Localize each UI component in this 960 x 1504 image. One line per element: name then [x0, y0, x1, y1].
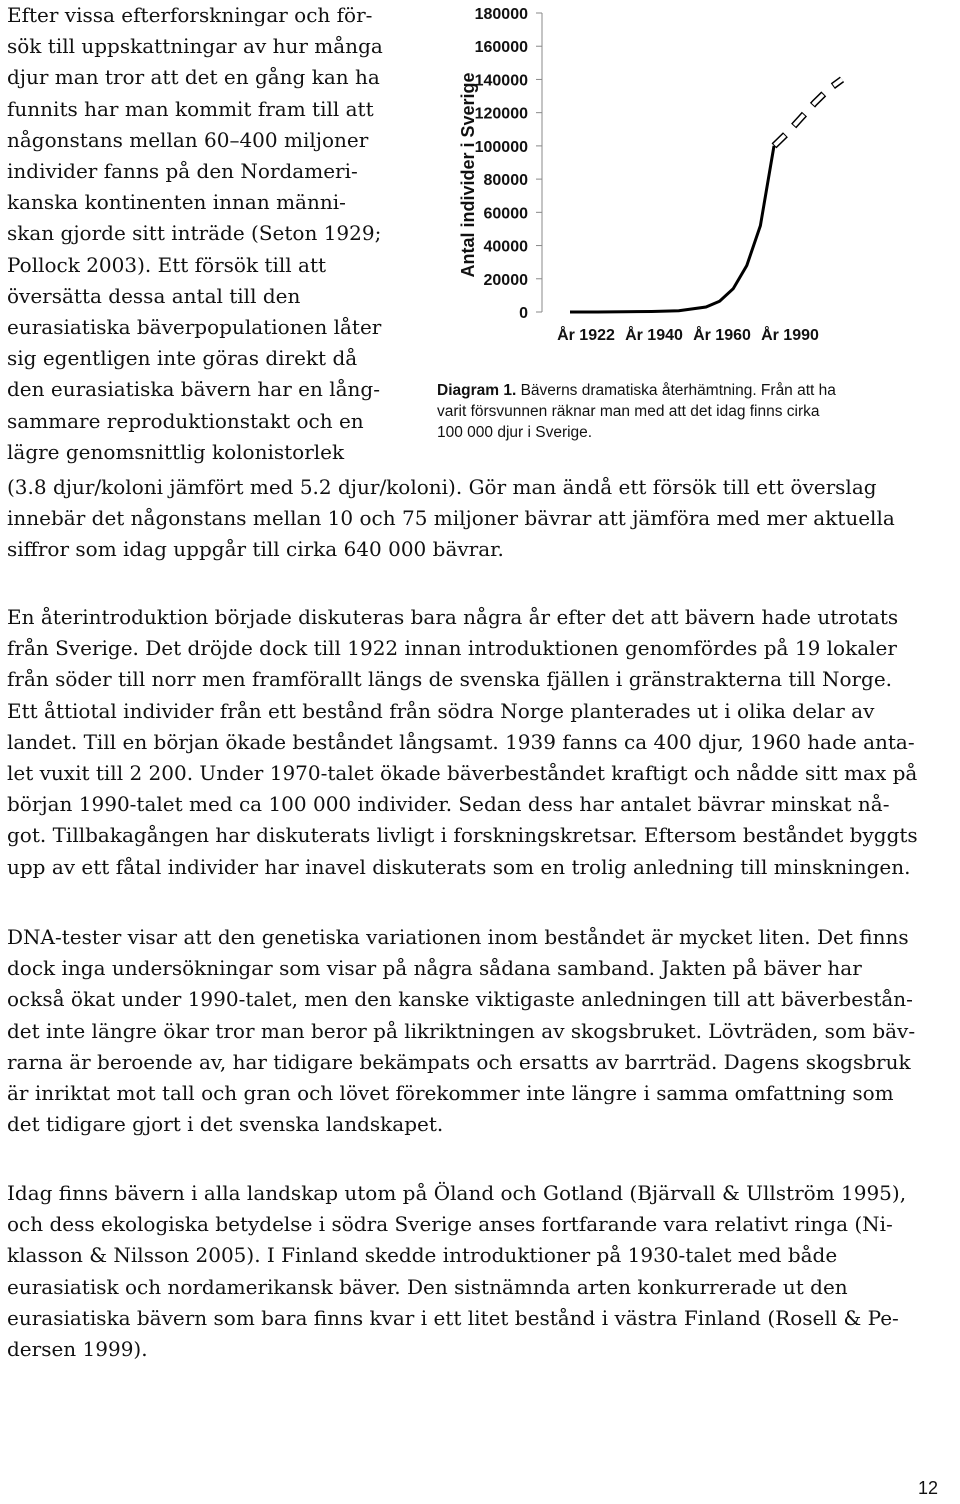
y-tick-label: 140000: [474, 72, 528, 90]
text-line: let vuxit till 2 200. Under 1970-talet ökade bäverbeståndet kraftigt och nådde sitt max på: [7, 761, 918, 786]
y-tick-label: 0: [519, 305, 528, 322]
y-tick-label: 180000: [474, 6, 528, 23]
text-line: sammare reproduktionstakt och en: [7, 408, 364, 433]
text-line: klasson & Nilsson 2005). I Finland skedde introduktioner på 1930-talet med både: [7, 1243, 838, 1268]
text-line: DNA-tester visar att den genetiska variationen inom beståndet är mycket liten. Det finns: [7, 925, 909, 949]
text-line: upp av ett fåtal individer har inavel diskuterats som en trolig anledning till minskningen.: [7, 854, 911, 879]
y-tick-label: 120000: [474, 105, 528, 123]
y-axis-label: Antal individer i Sverige: [458, 72, 478, 278]
text-line: Efter vissa efterforskningar och för-: [7, 3, 373, 27]
text-line: eurasiatisk och nordamerikansk bäver. Den sistnämnda arten konkurrerade ut den: [7, 1274, 848, 1299]
x-tick-label: År 1922: [557, 327, 615, 344]
text-line: djur man tror att det en gång kan ha: [7, 65, 380, 90]
text-line: lägre genomsnittlig kolonistorlek: [7, 439, 345, 464]
paragraph-intro-wrapped: [7, 0, 405, 468]
x-axis: [557, 325, 819, 344]
text-line: (3.8 djur/koloni jämfört med 5.2 djur/koloni). Gör man ändå ett försök till ett överslag: [7, 475, 877, 499]
text-line: det inte längre ökar tror man beror på likriktningen av skogsbruket. Lövträden, som bäv-: [7, 1018, 916, 1043]
text-line: funnits har man kommit fram till att: [7, 96, 374, 121]
y-tick-label: 60000: [483, 205, 528, 223]
text-line: också ökat under 1990-talet, men den kanske viktigaste anledningen till att bäverbestån-: [7, 987, 913, 1012]
x-tick-label: År 1990: [761, 327, 819, 344]
text-line: det tidigare gjort i det svenska landskapet.: [7, 1112, 444, 1137]
figure-caption: [437, 380, 937, 443]
text-line: någonstans mellan 60–400 miljoner: [7, 127, 369, 152]
text-line: dersen 1999).: [7, 1337, 148, 1362]
y-tick-label: 160000: [474, 39, 528, 57]
series-group: [570, 79, 842, 312]
text-line: från Sverige. Det dröjde dock till 1922 innan introduktionen genomfördes på 19 lokaler: [7, 636, 897, 661]
text-line: dock inga undersökningar som visar på några sådana samband. Jakten på bäver har: [7, 956, 862, 981]
text-line: innebär det någonstans mellan 10 och 75 miljoner bävrar att jämföra med mer aktuella: [7, 506, 895, 531]
paragraph-dna: [7, 922, 957, 1140]
text-line: skan gjorde sitt inträde (Seton 1929;: [7, 221, 382, 246]
series-line-solid: [570, 146, 774, 312]
paragraph-intro-continued: [7, 472, 957, 566]
caption-line-3: 100 000 djur i Sverige.: [437, 424, 593, 441]
text-line: sök till uppskattningar av hur många: [7, 34, 383, 59]
text-line: översätta dessa antal till den: [7, 283, 301, 308]
text-line: och dess ekologiska betydelse i södra Sverige anses fortfarande vara relativt ringa (Ni-: [7, 1212, 893, 1237]
caption-label: Diagram 1.: [437, 382, 517, 399]
text-line: got. Tillbakagången har diskuterats livligt i forskningskretsar. Eftersom beståndet byggts: [7, 823, 918, 848]
text-line: individer fanns på den Nordameri-: [7, 159, 358, 184]
caption-line-2: varit försvunnen räknar man med att det idag finns cirka: [437, 403, 820, 420]
y-axis: [475, 6, 542, 322]
x-tick-label: År 1960: [693, 327, 751, 344]
series-line-dashed-inner: [774, 79, 842, 145]
text-line: En återintroduktion började diskuteras bara några år efter det att bävern hade utrotats: [7, 605, 899, 629]
y-tick-label: 20000: [483, 271, 528, 289]
y-tick-label: 40000: [483, 238, 528, 256]
text-line: från söder till norr men framförallt längs de svenska fjällen i gränstrakterna till Norge.: [7, 667, 893, 692]
text-line: siffror som idag uppgår till cirka 640 000 bävrar.: [7, 537, 504, 562]
caption-line-1: Bäverns dramatiska återhämtning. Från att ha: [516, 382, 836, 399]
text-line: början 1990-talet med ca 100 000 individer. Sedan dess har antalet bävrar minskat nå-: [7, 792, 890, 817]
paragraph-distribution: [7, 1178, 957, 1365]
text-line: sig egentligen inte göras direkt då: [7, 346, 358, 371]
x-tick-label: År 1940: [625, 327, 683, 344]
text-line: Idag finns bävern i alla landskap utom på Öland och Gotland (Bjärvall & Ullström 1995),: [7, 1181, 907, 1205]
text-line: den eurasiatiska bävern har en lång-: [7, 377, 380, 402]
text-line: landet. Till en början ökade beståndet långsamt. 1939 fanns ca 400 djur, 1960 hade anta-: [7, 729, 915, 754]
text-line: eurasiatiska bäverpopulationen låter: [7, 315, 382, 340]
text-line: är inriktat mot tall och gran och lövet förekommer inte längre i samma omfattning som: [7, 1081, 894, 1106]
page-number: 12: [917, 1478, 938, 1498]
paragraph-reintroduction: [7, 602, 957, 883]
text-line: Ett åttiotal individer från ett bestånd från södra Norge planterades ut i olika delar av: [7, 698, 875, 723]
population-chart: [430, 0, 950, 380]
y-tick-label: 100000: [474, 138, 528, 156]
y-tick-label: 80000: [483, 172, 528, 190]
text-line: kanska kontinenten innan männi-: [7, 190, 346, 215]
text-line: Pollock 2003). Ett försök till att: [7, 252, 327, 277]
text-line: eurasiatiska bävern som bara finns kvar i ett litet bestånd i västra Finland (Rosell & Pe-: [7, 1305, 899, 1330]
text-line: rarna är beroende av, har tidigare bekämpats och ersatts av barrträd. Dagens skogsbruk: [7, 1049, 911, 1074]
